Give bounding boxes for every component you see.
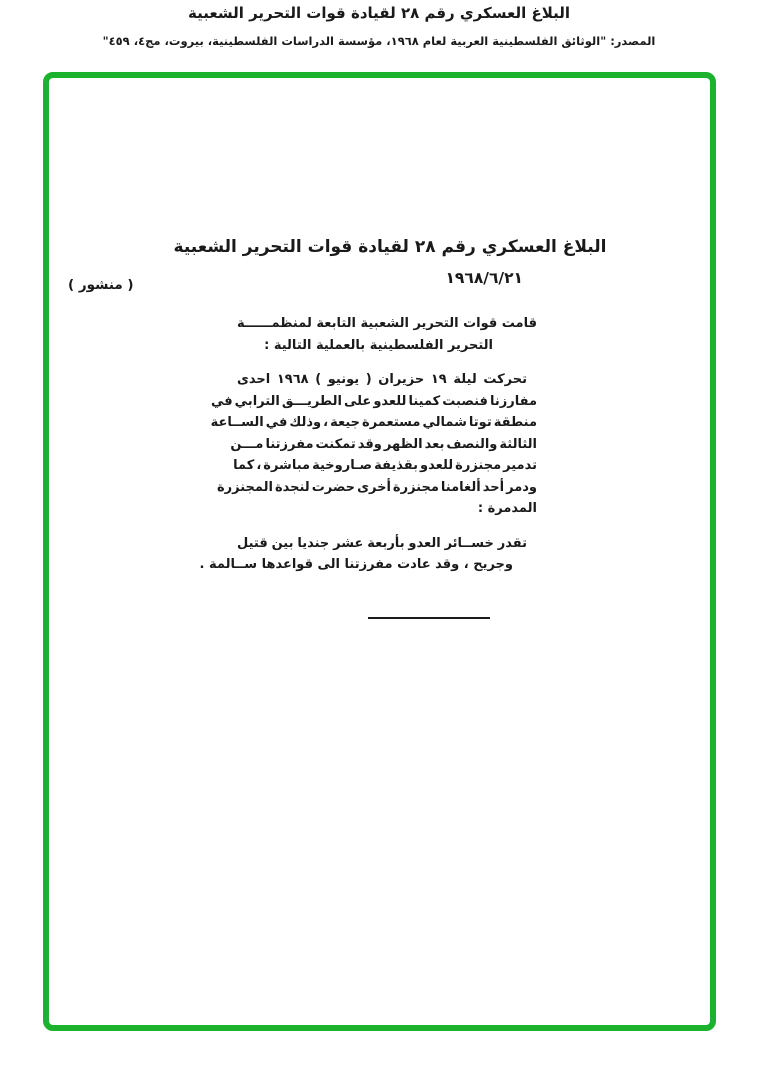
body-line: التحرير الفلسطينية بالعملية التالية :	[264, 337, 493, 353]
document-title: البلاغ العسكري رقم ٢٨ لقيادة قوات التحرير الشعبية	[173, 237, 607, 257]
page-caption-title: البلاغ العسكري رقم ٢٨ لقيادة قوات التحرير الشعبية	[188, 4, 570, 22]
paragraph	[210, 369, 537, 520]
body-line: المدمرة :	[477, 501, 537, 516]
body-line: الثالثة والنصف بعد الظهر وقد تمكنت مفرزتنا مـــن	[230, 436, 537, 452]
published-note: ( منشور )	[68, 277, 134, 293]
page-caption-source: المصدر: "الوثائق الفلسطينية العربية لعام ١٩٦٨، مؤسسة الدراسات الفلسطينية، بيروت، مج٤، ٤٥٩"	[102, 34, 656, 48]
body-line: تحركت ليلة ١٩ حزيران ( يونيو ) ١٩٦٨ احدى	[237, 372, 527, 387]
document-body	[199, 313, 537, 589]
body-line: ودمر أحد ألغامنا مجنزرة أخرى حضرت لنجدة المجنزرة	[216, 479, 537, 495]
paragraph	[199, 533, 537, 576]
body-line: منطقة توتا شمالي مستعمرة جيعة ، وذلك في الســاعة	[210, 415, 537, 430]
body-line: تقدر خســائر العدو بأربعة عشر جنديا بين قتيل	[237, 535, 527, 551]
paragraph	[237, 313, 537, 356]
body-line: تدمير مجنزرة للعدو بقذيفة صـاروخية مباشرة ، كما	[233, 458, 537, 473]
body-line: قامت قوات التحرير الشعبية التابعة لمنظمــــــة	[237, 316, 537, 331]
end-separator-rule	[368, 617, 490, 619]
body-line: مفارزنا فنصبت كمينا للعدو على الطريـــق الترابي في	[210, 393, 537, 409]
body-line: وجريح ، وقد عادت مفرزتنا الى قواعدها ســالمة .	[199, 557, 513, 572]
document-date: ١٩٦٨/٦/٢١	[445, 269, 523, 287]
